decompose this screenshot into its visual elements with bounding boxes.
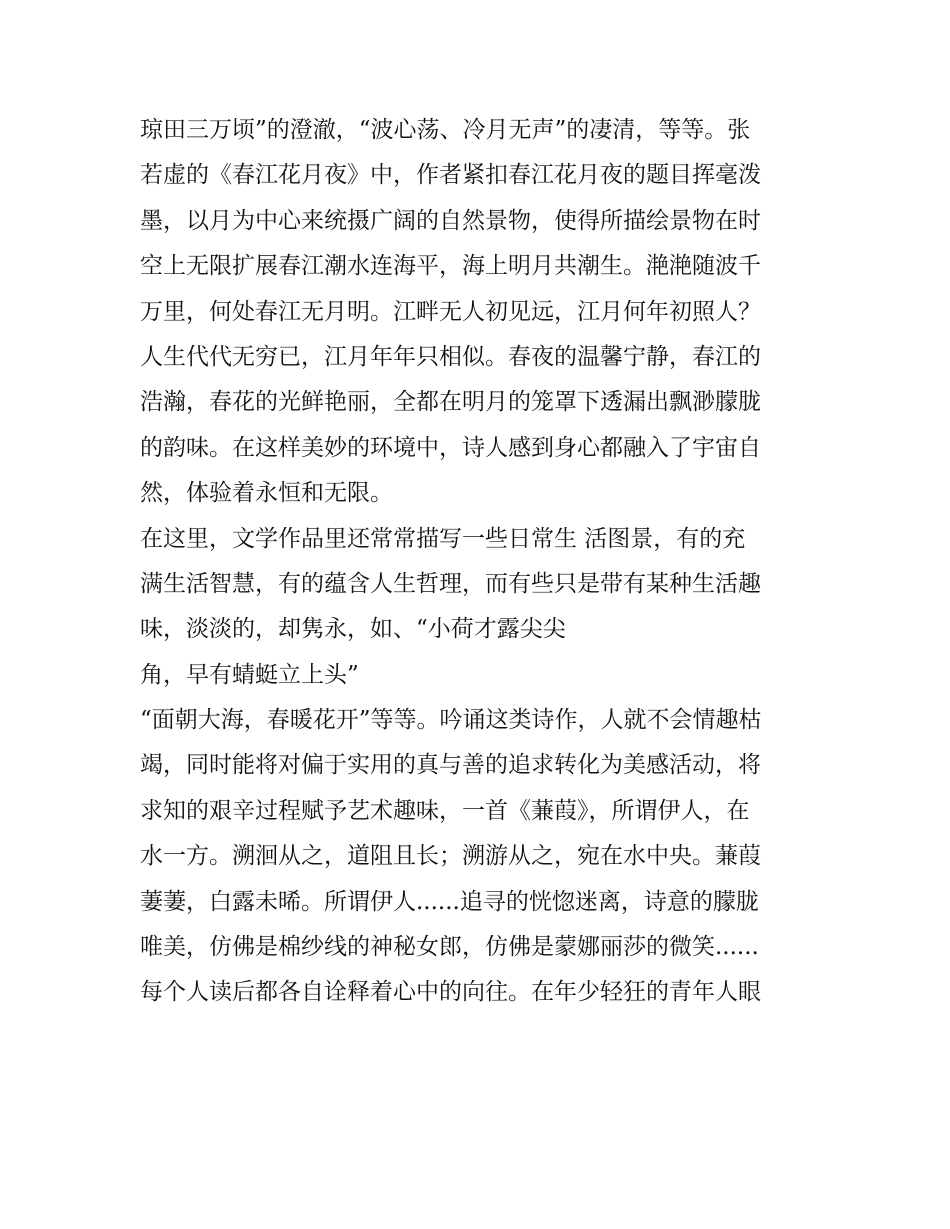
text-line: 味，淡淡的，却隽永，如、“小荷才露尖尖 bbox=[140, 616, 566, 643]
text-line: 求知的艰辛过程赋予艺术趣味，一首《蒹葭》，所谓伊人，在 bbox=[140, 797, 750, 824]
text-line: 水一方。溯洄从之，道阻且长；溯游从之，宛在水中央。蒹葭 bbox=[140, 843, 761, 870]
text-line: 角，早有蜻蜓立上头” bbox=[140, 661, 359, 688]
text-line: 人生代代无穷已，江月年年只相似。春夜的温馨宁静，春江的 bbox=[140, 343, 761, 370]
text-line: 在这里，文学作品里还常常描写一些日常生 活图景，有的充 bbox=[140, 525, 746, 552]
text-line: 琼田三万顷”的澄澈，“波心荡、冷月无声”的凄清，等等。张 bbox=[140, 117, 751, 143]
text-line: 每个人读后都各自诠释着心中的向往。在年少轻狂的青年人眼 bbox=[140, 979, 761, 1006]
text-line: 墨，以月为中心来统摄广阔的自然景物，使得所描绘景物在时 bbox=[140, 207, 761, 234]
text-line: 若虚的《春江花月夜》中，作者紧扣春江花月夜的题目挥毫泼 bbox=[140, 162, 761, 189]
text-line: “面朝大海，春暖花开”等等。吟诵这类诗作，人就不会情趣枯 bbox=[140, 707, 762, 734]
text-line: 浩瀚，春花的光鲜艳丽，全都在明月的笼罩下透漏出飘渺朦胧 bbox=[140, 389, 761, 416]
text-line: 满生活智慧，有的蕴含人生哲理，而有些只是带有某种生活趣 bbox=[140, 570, 761, 597]
text-line: 空上无限扩展春江潮水连海平，海上明月共潮生。滟滟随波千 bbox=[140, 253, 761, 280]
text-line: 然，体验着永恒和无限。 bbox=[140, 480, 393, 507]
body-text bbox=[140, 108, 820, 1016]
text-line: 萋萋，白露未晞。所谓伊人......追寻的恍惚迷离，诗意的朦胧 bbox=[140, 888, 759, 915]
text-line: 唯美，仿佛是棉纱线的神秘女郎，仿佛是蒙娜丽莎的微笑...... bbox=[140, 934, 759, 961]
text-line: 万里，何处春江无月明。江畔无人初见远，江月何年初照人？ bbox=[140, 298, 761, 325]
text-line: 竭，同时能将对偏于实用的真与善的追求转化为美感活动，将 bbox=[140, 752, 761, 779]
text-line: 的韵味。在这样美妙的环境中，诗人感到身心都融入了宇宙自 bbox=[140, 434, 761, 461]
